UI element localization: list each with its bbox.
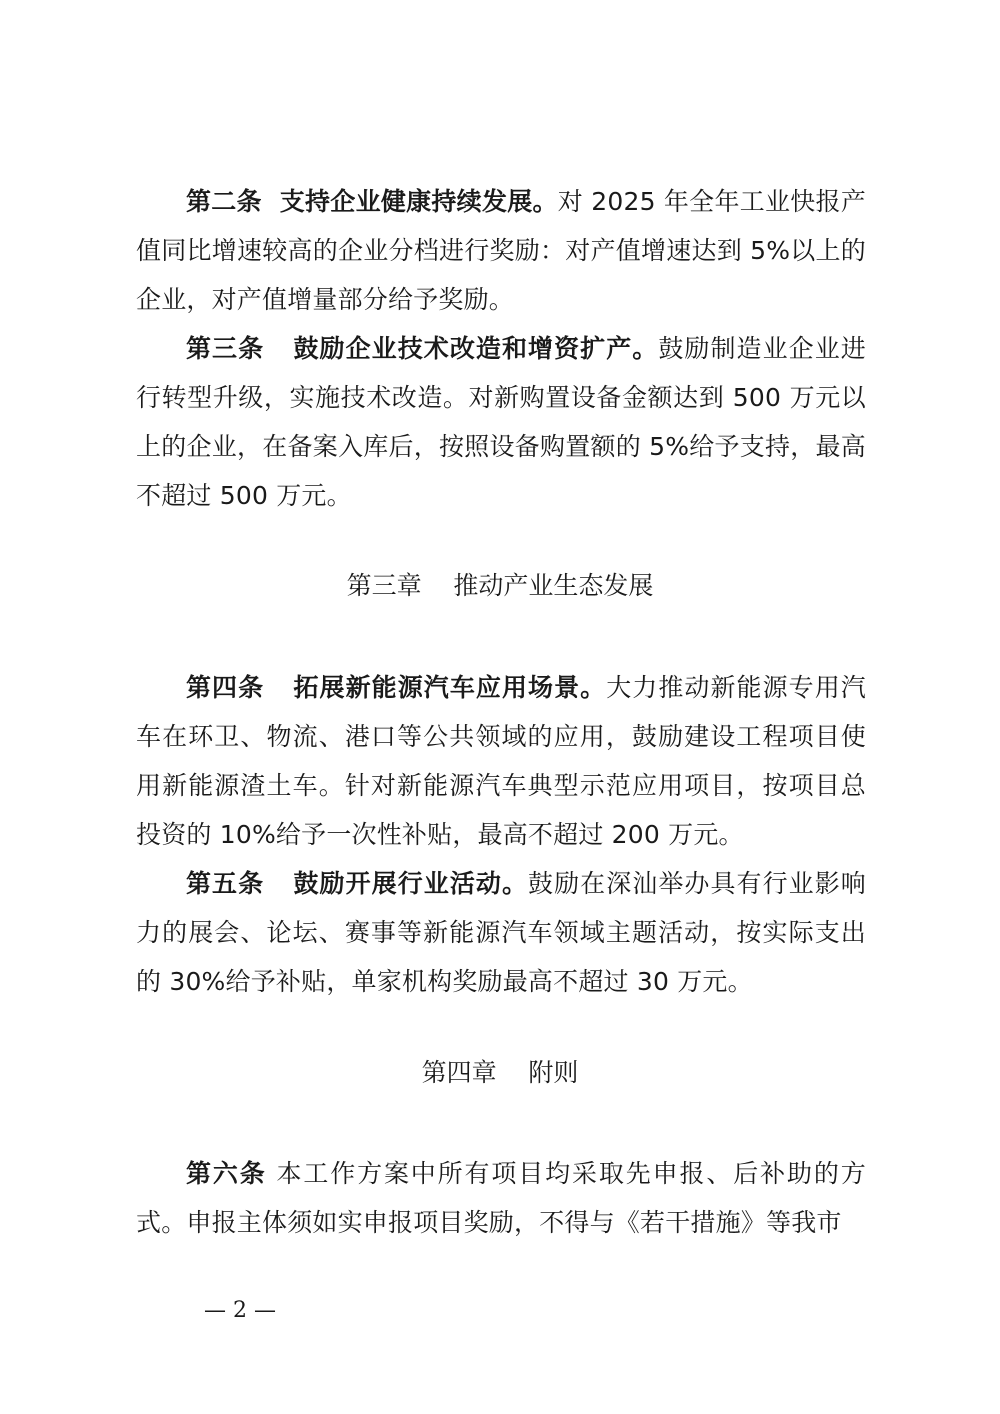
article-2-title: 第二条 支持企业健康持续发展。 [186,187,558,216]
article-3-body: 鼓励制造业企业进行转型升级，实施技术改造。对新购置设备金额达到 500 万元以上的企业，在备案入库后，按照设备购置额的 5%给予支持，最高不超过 500 万元。 [136,334,866,510]
chapter-3-heading: 第三章 推动产业生态发展 [346,571,654,600]
article-3 [136,324,866,520]
article-6-body: 本工作方案中所有项目均采取先申报、后补助的方式。申报主体须如实申报项目奖励，不得与《若干措施》等我市 [136,1159,866,1237]
article-4 [136,663,866,859]
page-number: — 2 — [204,1298,276,1323]
article-4-body: 大力推动新能源专用汽车在环卫、物流、港口等公共领域的应用，鼓励建设工程项目使用新能源渣土车。针对新能源汽车典型示范应用项目，按项目总投资的 10%给予一次性补贴，最高不超过 200 万元。 [136,673,866,849]
article-5-title: 第五条 鼓励开展行业活动。 [186,869,529,898]
article-2-body: 对 2025 年全年工业快报产值同比增速较高的企业分档进行奖励：对产值增速达到 5%以上的企业，对产值增量部分给予奖励。 [136,187,866,314]
chapter-4-heading: 第四章 附则 [421,1058,579,1087]
article-4-title: 第四条 拓展新能源汽车应用场景。 [186,673,607,702]
article-2 [136,177,866,324]
article-5-body: 鼓励在深汕举办具有行业影响力的展会、论坛、赛事等新能源汽车领域主题活动，按实际支出的 30%给予补贴，单家机构奖励最高不超过 30 万元。 [136,869,866,996]
article-3-title: 第三条 鼓励企业技术改造和增资扩产。 [186,334,659,363]
article-6 [136,1149,866,1247]
article-6-title: 第六条 [186,1159,267,1188]
article-5 [136,859,866,1006]
